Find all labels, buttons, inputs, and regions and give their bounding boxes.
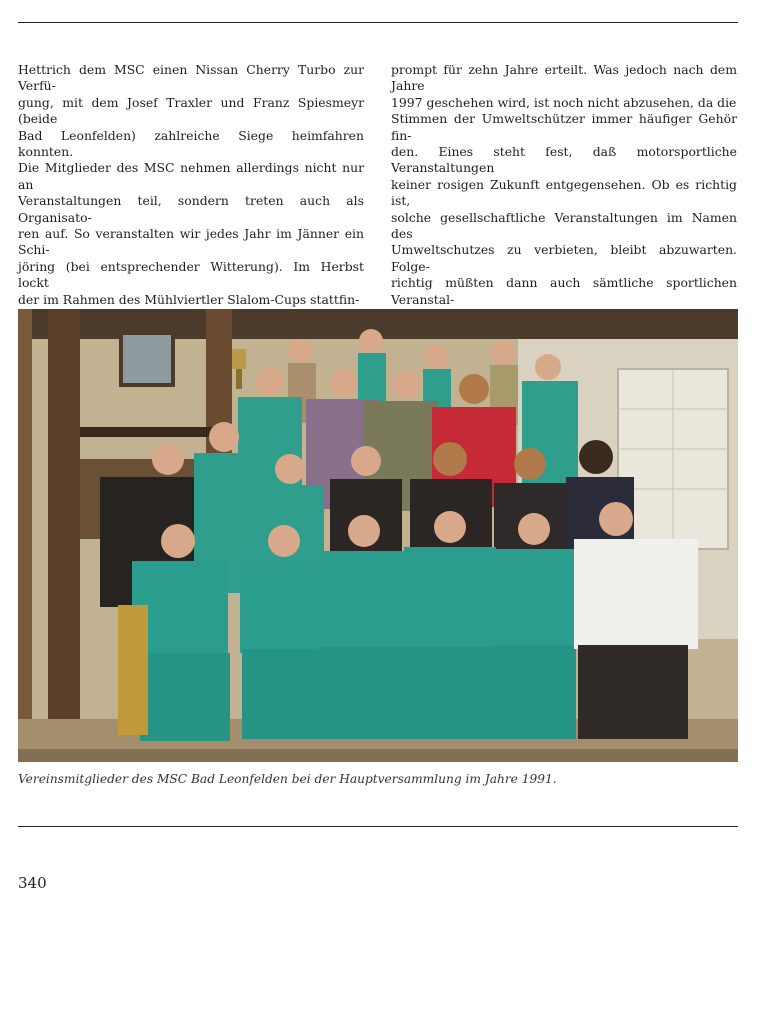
paragraph-line: 1997 geschehen wird, ist noch nicht abzusehen, da die: [391, 94, 737, 110]
page-number: 340: [18, 874, 47, 892]
paragraph-line: jöring (bei entsprechender Witterung). Im Herbst lockt: [18, 258, 364, 291]
paragraph-line: Veranstaltungen teil, sondern treten auch als Organisato-: [18, 193, 364, 225]
paragraph-line: keiner rosigen Zukunft entgegensehen. Ob es richtig ist,: [391, 176, 737, 209]
top-rule: [18, 22, 738, 23]
paragraph-line: richtig müßten dann auch sämtliche sportlichen Veranstal-: [391, 275, 737, 307]
paragraph-line: Stimmen der Umweltschützer immer häufiger Gehör fin-: [391, 111, 737, 143]
paragraph-line: Bad Leonfelden) zahlreiche Siege heimfahren konnten.: [18, 127, 364, 160]
paragraph-line: den. Eines steht fest, daß motorsportliche Veranstaltungen: [391, 144, 737, 176]
paragraph-line: ren auf. So veranstalten wir jedes Jahr im Jänner ein Schi-: [18, 226, 364, 258]
paragraph-line: Umweltschutzes zu verbieten, bleibt abzuwarten. Folge-: [391, 242, 737, 274]
bottom-rule: [18, 826, 738, 827]
paragraph-line: solche gesellschaftliche Veranstaltungen im Namen des: [391, 209, 737, 242]
paragraph-line: Hettrich dem MSC einen Nissan Cherry Turbo zur Verfü-: [18, 62, 364, 94]
photo-caption: Vereinsmitglieder des MSC Bad Leonfelden bei der Hauptversammlung im Jahre 1991.: [18, 772, 557, 786]
paragraph-line: prompt für zehn Jahre erteilt. Was jedoch nach dem Jahre: [391, 62, 737, 94]
paragraph-line: der im Rahmen des Mühlviertler Slalom-Cups stattfin-: [18, 291, 360, 307]
paragraph-line: gung, mit dem Josef Traxler und Franz Spiesmeyr (beide: [18, 94, 364, 127]
group-photo: [18, 309, 738, 762]
paragraph-line: Die Mitglieder des MSC nehmen allerdings nicht nur an: [18, 160, 364, 192]
